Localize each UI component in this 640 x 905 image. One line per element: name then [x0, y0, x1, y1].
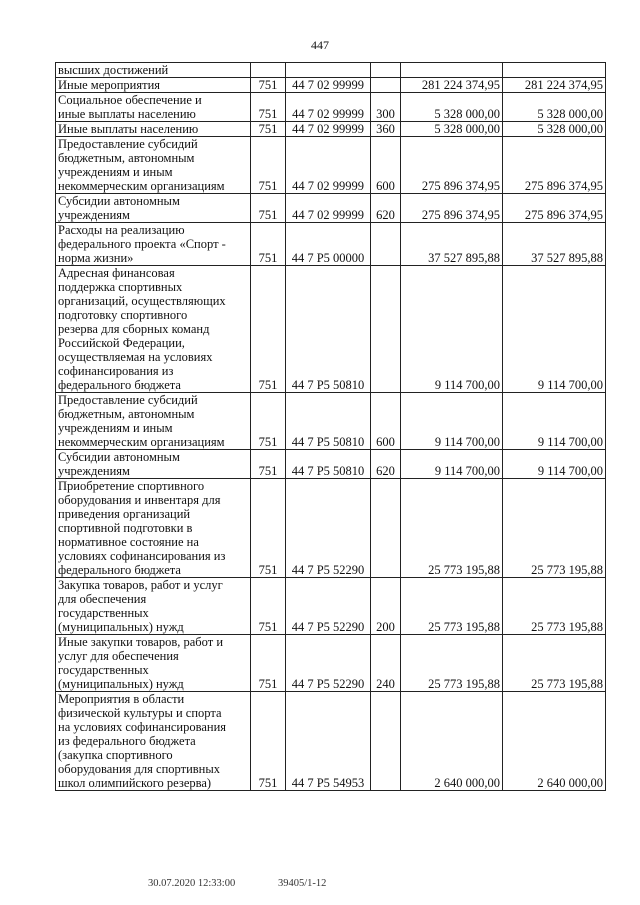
cell-target-article-code: [286, 63, 371, 78]
cell-department-code: 751: [251, 194, 286, 223]
table-row: [56, 194, 606, 223]
cell-amount-total: 9 114 700,00: [503, 393, 606, 450]
table-row: [56, 578, 606, 635]
cell-target-article-code: 44 7 02 99999: [286, 137, 371, 194]
cell-department-code: 751: [251, 137, 286, 194]
cell-expense-type-code: 600: [371, 393, 401, 450]
cell-amount-total: 37 527 895,88: [503, 223, 606, 266]
cell-department-code: 751: [251, 266, 286, 393]
cell-amount: 275 896 374,95: [401, 194, 503, 223]
cell-amount: 9 114 700,00: [401, 450, 503, 479]
cell-amount-total: 25 773 195,88: [503, 479, 606, 578]
cell-department-code: 751: [251, 578, 286, 635]
cell-amount-total: 281 224 374,95: [503, 78, 606, 93]
footer-document-code: 39405/1-12: [278, 878, 327, 889]
cell-expense-name: высших достижений: [56, 63, 251, 78]
cell-expense-type-code: 600: [371, 137, 401, 194]
cell-department-code: 751: [251, 393, 286, 450]
cell-amount-total: [503, 63, 606, 78]
cell-target-article-code: 44 7 P5 00000: [286, 223, 371, 266]
cell-expense-type-code: 620: [371, 450, 401, 479]
cell-amount: 281 224 374,95: [401, 78, 503, 93]
cell-amount-total: 5 328 000,00: [503, 122, 606, 137]
cell-expense-name: Иные выплаты населению: [56, 122, 251, 137]
cell-amount: 5 328 000,00: [401, 122, 503, 137]
cell-expense-type-code: 360: [371, 122, 401, 137]
cell-department-code: 751: [251, 692, 286, 791]
cell-amount: 37 527 895,88: [401, 223, 503, 266]
cell-target-article-code: 44 7 02 99999: [286, 93, 371, 122]
table-row: [56, 137, 606, 194]
cell-expense-name: Субсидии автономным учреждениям: [56, 194, 251, 223]
cell-amount: 5 328 000,00: [401, 93, 503, 122]
cell-expense-type-code: 300: [371, 93, 401, 122]
cell-amount: [401, 63, 503, 78]
table-row: [56, 122, 606, 137]
cell-target-article-code: 44 7 P5 50810: [286, 393, 371, 450]
cell-amount-total: 25 773 195,88: [503, 635, 606, 692]
cell-expense-name: Адресная финансовая поддержка спортивных организаций, осуществляющих подготовку спортивного резерва для сборных команд Российской Федерации, осуществляемая на условиях софинансирования из федерального бюджета: [56, 266, 251, 393]
cell-target-article-code: 44 7 P5 50810: [286, 266, 371, 393]
table-row: [56, 393, 606, 450]
cell-amount: 25 773 195,88: [401, 578, 503, 635]
table-row: [56, 692, 606, 791]
cell-target-article-code: 44 7 02 99999: [286, 194, 371, 223]
cell-target-article-code: 44 7 02 99999: [286, 122, 371, 137]
cell-amount-total: 5 328 000,00: [503, 93, 606, 122]
cell-amount-total: 25 773 195,88: [503, 578, 606, 635]
cell-expense-name: Иные закупки товаров, работ и услуг для обеспечения государственных (муниципальных) нужд: [56, 635, 251, 692]
cell-department-code: 751: [251, 635, 286, 692]
table-row: [56, 63, 606, 78]
cell-amount-total: 275 896 374,95: [503, 194, 606, 223]
budget-table: [55, 62, 606, 791]
cell-amount: 9 114 700,00: [401, 393, 503, 450]
cell-expense-name: Иные мероприятия: [56, 78, 251, 93]
cell-amount: 2 640 000,00: [401, 692, 503, 791]
cell-target-article-code: 44 7 P5 52290: [286, 479, 371, 578]
cell-expense-type-code: [371, 78, 401, 93]
cell-expense-type-code: [371, 266, 401, 393]
cell-amount-total: 9 114 700,00: [503, 450, 606, 479]
cell-expense-name: Приобретение спортивного оборудования и инвентаря для приведения организаций спортивной подготовки в нормативное состояние на условиях софинансирования из федерального бюджета: [56, 479, 251, 578]
cell-expense-name: Мероприятия в области физической культуры и спорта на условиях софинансирования из федерального бюджета (закупка спортивного оборудования для спортивных школ олимпийского резерва): [56, 692, 251, 791]
cell-target-article-code: 44 7 P5 54953: [286, 692, 371, 791]
cell-expense-name: Предоставление субсидий бюджетным, автономным учреждениям и иным некоммерческим организациям: [56, 393, 251, 450]
cell-amount-total: 2 640 000,00: [503, 692, 606, 791]
cell-expense-name: Субсидии автономным учреждениям: [56, 450, 251, 479]
table-row: [56, 78, 606, 93]
table-row: [56, 635, 606, 692]
cell-amount: 25 773 195,88: [401, 635, 503, 692]
cell-expense-name: Предоставление субсидий бюджетным, автономным учреждениям и иным некоммерческим организациям: [56, 137, 251, 194]
cell-target-article-code: 44 7 P5 52290: [286, 578, 371, 635]
table-row: [56, 479, 606, 578]
cell-amount: 25 773 195,88: [401, 479, 503, 578]
cell-expense-name: Закупка товаров, работ и услуг для обеспечения государственных (муниципальных) нужд: [56, 578, 251, 635]
cell-expense-type-code: [371, 692, 401, 791]
cell-department-code: 751: [251, 93, 286, 122]
cell-department-code: 751: [251, 450, 286, 479]
cell-expense-type-code: [371, 63, 401, 78]
table-row: [56, 93, 606, 122]
cell-amount-total: 9 114 700,00: [503, 266, 606, 393]
table-row: [56, 266, 606, 393]
page-number: 447: [311, 38, 329, 52]
cell-expense-name: Расходы на реализацию федерального проекта «Спорт - норма жизни»: [56, 223, 251, 266]
cell-expense-type-code: 240: [371, 635, 401, 692]
cell-department-code: 751: [251, 223, 286, 266]
footer-timestamp: 30.07.2020 12:33:00: [148, 878, 236, 889]
table-row: [56, 450, 606, 479]
cell-amount: 275 896 374,95: [401, 137, 503, 194]
cell-department-code: 751: [251, 479, 286, 578]
cell-department-code: 751: [251, 78, 286, 93]
cell-department-code: [251, 63, 286, 78]
cell-target-article-code: 44 7 02 99999: [286, 78, 371, 93]
budget-table-body: [56, 63, 606, 791]
cell-expense-type-code: [371, 479, 401, 578]
cell-target-article-code: 44 7 P5 52290: [286, 635, 371, 692]
cell-expense-type-code: 620: [371, 194, 401, 223]
cell-target-article-code: 44 7 P5 50810: [286, 450, 371, 479]
cell-amount-total: 275 896 374,95: [503, 137, 606, 194]
cell-expense-type-code: 200: [371, 578, 401, 635]
cell-expense-type-code: [371, 223, 401, 266]
table-row: [56, 223, 606, 266]
cell-department-code: 751: [251, 122, 286, 137]
cell-expense-name: Социальное обеспечение и иные выплаты населению: [56, 93, 251, 122]
cell-amount: 9 114 700,00: [401, 266, 503, 393]
